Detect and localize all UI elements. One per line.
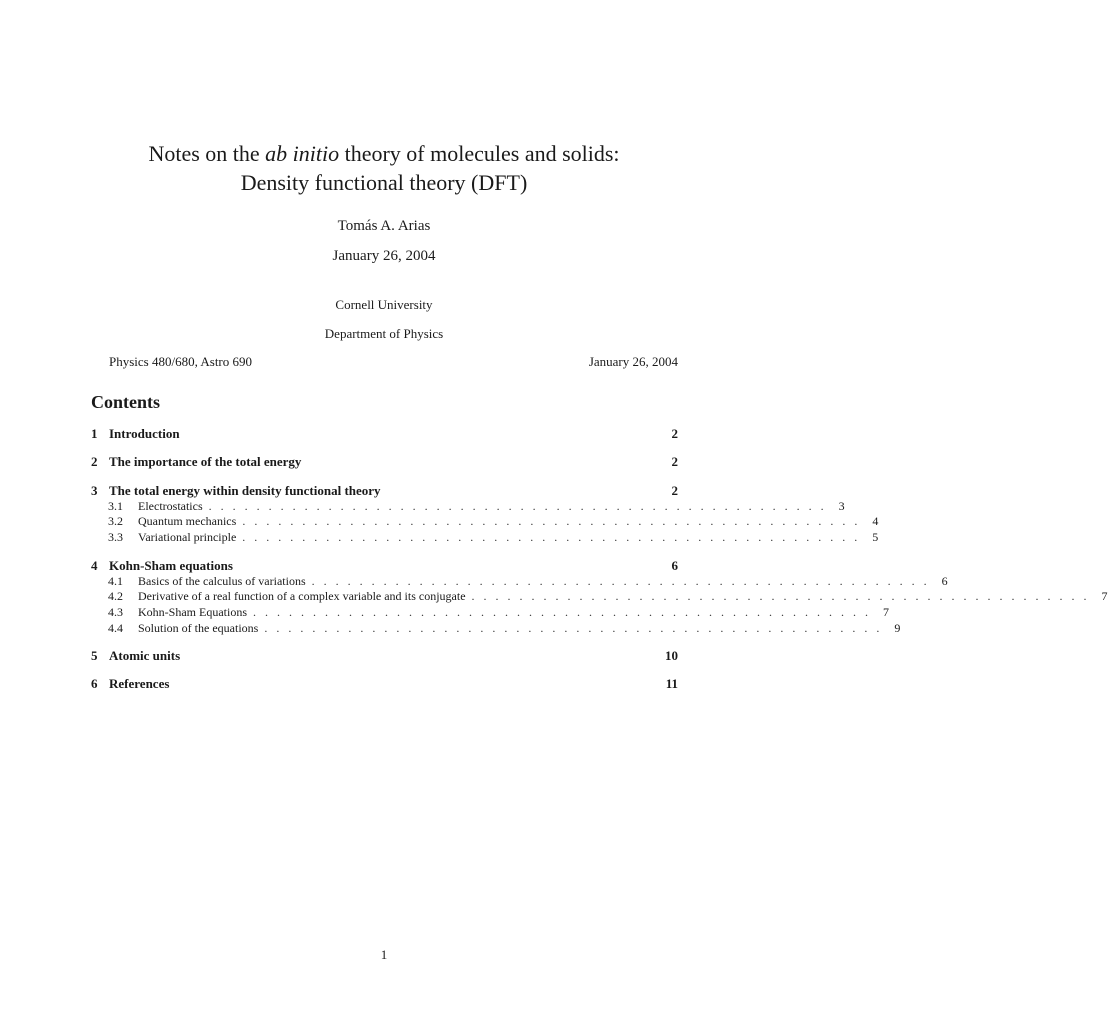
title-line-1-end: theory of molecules and solids:	[339, 141, 620, 166]
toc-leader-dots: . . . . . . . . . . . . . . . . . . . . . . . . . . . . . . . . . . . . . . . . . . . . . . . . . . . .	[311, 574, 930, 588]
toc-section-page: 6	[671, 558, 678, 573]
toc-subsection-page: 3	[838, 499, 845, 513]
course-row	[109, 354, 678, 370]
toc-subsection-page: 5	[872, 530, 879, 544]
toc-section-number: 5	[91, 648, 98, 663]
toc-subsection-number: 4.4	[108, 621, 123, 635]
toc-section-number: 6	[91, 676, 98, 691]
toc-section-number: 3	[91, 483, 98, 498]
toc-subsection-label: Derivative of a real function of a complex variable and its conjugate	[138, 589, 466, 603]
toc-leader-dots: . . . . . . . . . . . . . . . . . . . . . . . . . . . . . . . . . . . . . . . . . . . . . . . . . . . .	[208, 499, 827, 513]
toc-subsection-3-2[interactable]	[108, 514, 879, 529]
institution: Cornell University	[335, 297, 433, 312]
toc-subsection-number: 4.2	[108, 589, 123, 603]
toc-section-number: 2	[91, 454, 98, 469]
toc-subsection-number: 3.2	[108, 514, 123, 528]
toc-leader-dots: . . . . . . . . . . . . . . . . . . . . . . . . . . . . . . . . . . . . . . . . . . . . . . . . . . . .	[471, 589, 1090, 603]
toc-subsection-3-3[interactable]	[108, 530, 879, 545]
toc-subsection-label: Solution of the equations	[138, 621, 259, 635]
toc-subsection-4-3[interactable]	[108, 605, 889, 620]
toc-section-label: References	[109, 676, 170, 691]
toc-section-page: 2	[671, 483, 678, 498]
course-name: Physics 480/680, Astro 690	[109, 354, 253, 369]
toc-subsection-label: Variational principle	[138, 530, 237, 544]
toc-subsection-number: 4.1	[108, 574, 123, 588]
toc-subsection-4-2[interactable]	[108, 589, 1108, 604]
toc-subsection-label: Basics of the calculus of variations	[138, 574, 306, 588]
toc-leader-dots: . . . . . . . . . . . . . . . . . . . . . . . . . . . . . . . . . . . . . . . . . . . . . . . . . . . .	[253, 605, 871, 619]
course-date: January 26, 2004	[588, 354, 678, 369]
toc-section-6[interactable]	[91, 676, 678, 692]
toc-leader-dots: . . . . . . . . . . . . . . . . . . . . . . . . . . . . . . . . . . . . . . . . . . . . . . . . . . . .	[264, 621, 883, 635]
toc-subsection-3-1[interactable]	[108, 499, 845, 514]
toc-leader-dots: . . . . . . . . . . . . . . . . . . . . . . . . . . . . . . . . . . . . . . . . . . . . . . . . . . . .	[242, 514, 861, 528]
toc-subsection-4-4[interactable]	[108, 621, 901, 636]
toc-subsection-number: 3.1	[108, 499, 123, 513]
toc-section-3[interactable]	[91, 483, 678, 499]
toc-subsection-page: 4	[872, 514, 879, 528]
document-title	[0, 139, 768, 197]
title-line-1-start: Notes on the	[148, 141, 266, 166]
toc-subsection-page: 7	[883, 605, 889, 619]
toc-section-label: Introduction	[109, 426, 180, 441]
toc-subsection-label: Electrostatics	[138, 499, 203, 513]
toc-section-page: 2	[671, 454, 678, 469]
toc-leader-dots: . . . . . . . . . . . . . . . . . . . . . . . . . . . . . . . . . . . . . . . . . . . . . . . . . . . .	[242, 530, 861, 544]
toc-section-label: The total energy within density functional theory	[109, 483, 381, 498]
toc-section-page: 10	[665, 648, 678, 663]
department: Department of Physics	[324, 326, 444, 341]
toc-section-page: 11	[665, 676, 678, 691]
toc-subsection-label: Quantum mechanics	[138, 514, 237, 528]
toc-subsection-label: Kohn-Sham Equations	[138, 605, 247, 619]
toc-section-label: The importance of the total energy	[109, 454, 302, 469]
toc-subsection-4-1[interactable]	[108, 574, 948, 589]
date: January 26, 2004	[332, 248, 436, 264]
toc-section-page: 2	[671, 426, 678, 441]
toc-section-label: Atomic units	[109, 648, 181, 663]
toc-subsection-number: 4.3	[108, 605, 123, 619]
toc-section-number: 1	[91, 426, 98, 441]
author: Tomás A. Arias	[337, 218, 431, 234]
toc-section-number: 4	[91, 558, 98, 573]
contents-heading: Contents	[91, 392, 161, 412]
toc-subsection-page: 7	[1101, 589, 1108, 603]
toc-subsection-page: 9	[894, 621, 901, 635]
toc-section-1[interactable]	[91, 426, 678, 442]
toc-subsection-page: 6	[941, 574, 948, 588]
toc-subsection-number: 3.3	[108, 530, 123, 544]
toc-section-5[interactable]	[91, 648, 678, 664]
toc-section-label: Kohn-Sham equations	[109, 558, 233, 573]
page-number: 1	[380, 947, 388, 962]
toc-section-4[interactable]	[91, 558, 678, 574]
title-line-1	[0, 139, 768, 168]
title-line-2: Density functional theory (DFT)	[240, 170, 528, 195]
toc-section-2[interactable]	[91, 454, 678, 470]
title-italic-phrase: ab initio	[265, 141, 340, 166]
